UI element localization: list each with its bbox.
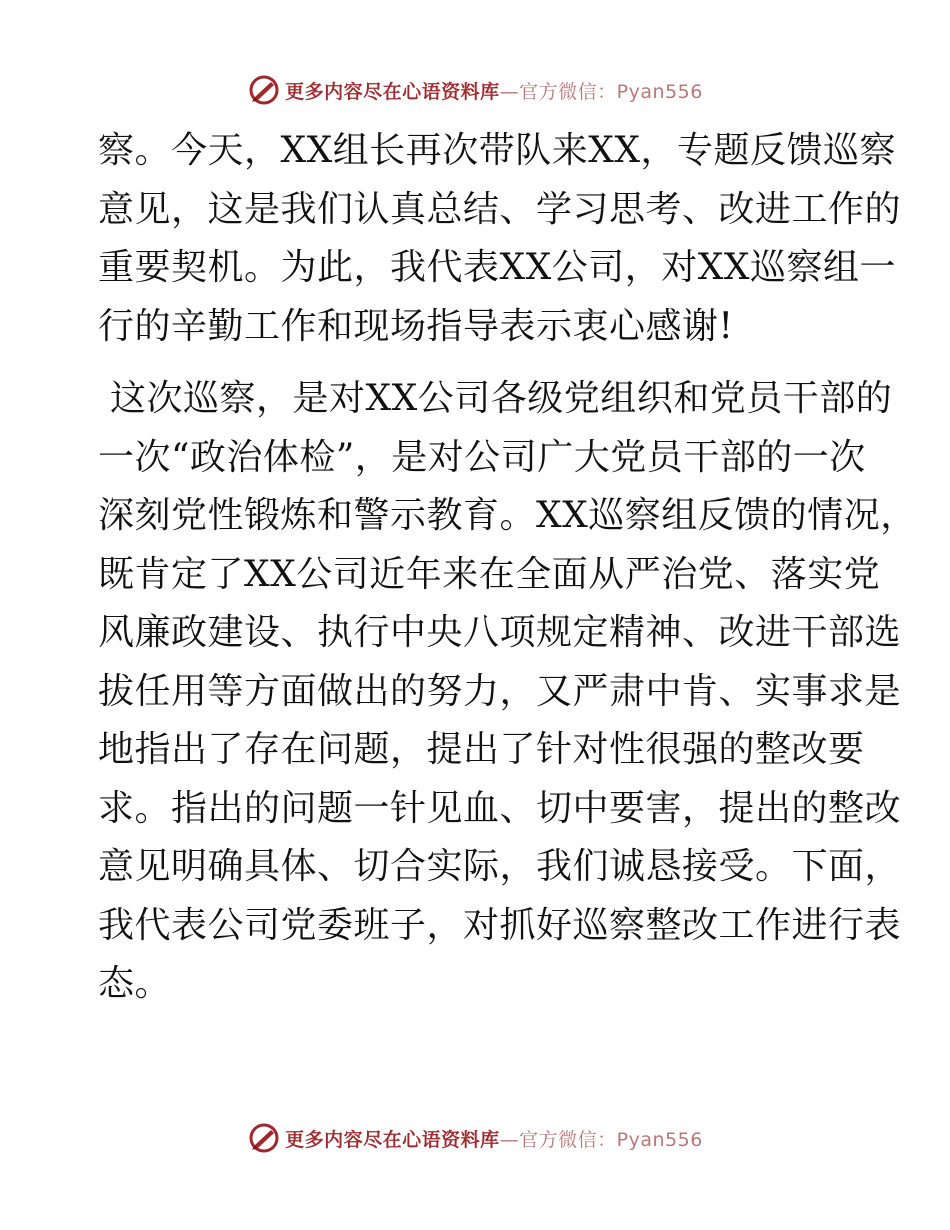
text-line: 风廉政建设、执行中央八项规定精神、改进干部选 <box>98 612 902 653</box>
text-line: 拔任用等方面做出的努力，又严肃中肯、实事求是 <box>98 670 902 712</box>
text-line: 地指出了存在问题，提出了针对性很强的整改要 <box>98 729 865 770</box>
footer-banner <box>0 1118 950 1158</box>
document-body <box>98 122 917 1014</box>
header-banner <box>0 70 950 110</box>
text-line: 我代表公司党委班子，对抓好巡察整改工作进行表 <box>98 904 902 946</box>
text-line: 意见，这是我们认真总结、学习思考、改进工作的 <box>98 188 902 230</box>
text-line: 一次“政治体检”，是对公司广大党员干部的一次 <box>98 436 866 478</box>
paragraph-2 <box>98 370 917 1014</box>
text-line: 意见明确具体、切合实际，我们诚恳接受。下面， <box>98 846 902 887</box>
text-line: 这次巡察，是对XX公司各级党组织和党员干部的 <box>98 378 893 419</box>
banner-text: 更多内容尽在心语资料库—官方微信：Pyan556 <box>285 1128 703 1151</box>
pen-logo-icon <box>247 1121 281 1155</box>
text-line: 既肯定了XX公司近年来在全面从严治党、落实党 <box>98 553 881 595</box>
text-line: 求。指出的问题一针见血、切中要害，提出的整改 <box>98 787 902 829</box>
pen-logo-icon <box>247 73 281 107</box>
paragraph-1 <box>98 122 902 356</box>
text-line: 深刻党性锻炼和警示教育。XX巡察组反馈的情况， <box>98 495 917 536</box>
banner-text: 更多内容尽在心语资料库—官方微信：Pyan556 <box>285 80 703 103</box>
text-line: 态。 <box>98 963 172 1004</box>
text-line: 察。今天，XX组长再次带队来XX，专题反馈巡察 <box>98 130 897 171</box>
text-line: 重要契机。为此，我代表XX公司，对XX巡察组一 <box>98 247 897 288</box>
text-line: 行的辛勤工作和现场指导表示衷心感谢! <box>98 305 734 347</box>
